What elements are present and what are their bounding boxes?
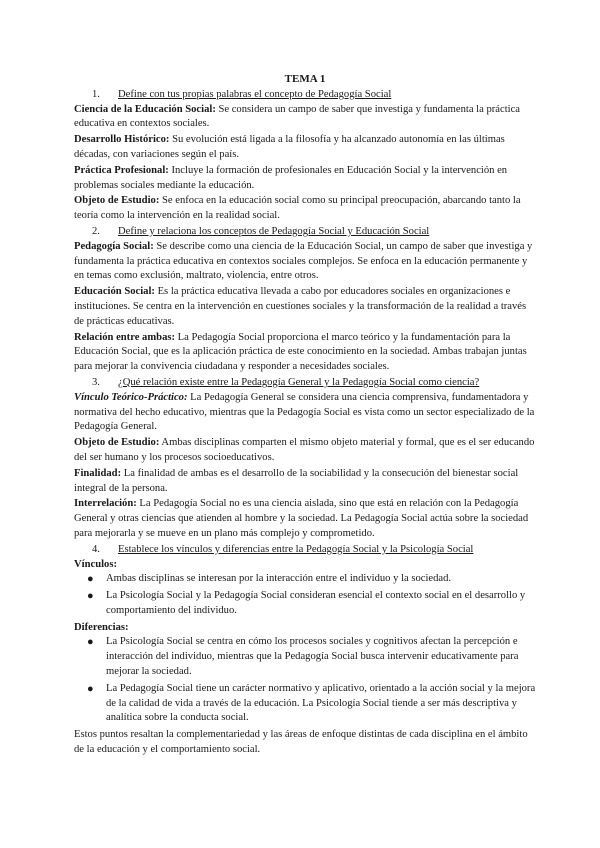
term-label: Relación entre ambas:	[74, 331, 176, 343]
question-text: ¿Qué relación existe entre la Pedagogía General y la Pedagogía Social como ciencia?	[118, 376, 480, 388]
question-4	[74, 543, 536, 558]
bullet-list-vinculos	[74, 572, 536, 618]
question-3	[74, 376, 536, 391]
question-number: 4.	[92, 543, 100, 555]
bullet-list-diferencias	[74, 635, 536, 726]
term-text: Incluye la formación de profesionales en Educación Social y la intervención en problemas sociales mediante la educación.	[74, 164, 508, 191]
list-item-text: La Psicología Social se centra en cómo los procesos sociales y cognitivos afectan la percepción e interacción del individuo, mientras que la Pedagogía Social busca intervenir educativamente para mejorar la sociedad.	[106, 636, 519, 678]
term-label: Objeto de Estudio:	[74, 437, 160, 449]
list-item	[74, 572, 536, 587]
paragraph	[74, 103, 536, 133]
question-number: 3.	[92, 376, 100, 388]
term-label: Interrelación:	[74, 498, 137, 510]
term-text: Ambas disciplinas comparten el mismo objeto material y formal, que es el ser educando del ser humano y los procesos socioeducativos.	[74, 437, 535, 463]
question-2	[74, 225, 536, 240]
term-label: Desarrollo Histórico:	[74, 134, 170, 146]
term-text: La Pedagogía Social no es una ciencia aislada, sino que está en relación con la Pedagogía General y otras ciencias que atienden al hombre y la sociedad. La Pedagogía Social actúa sobre la sociedad para mejorarla y se mueve en un plano más complejo y comprometido.	[74, 498, 529, 539]
list-item	[74, 589, 536, 619]
term-text: Se considera un campo de saber que investiga y fundamenta la práctica educativa en contextos sociales.	[74, 103, 521, 130]
term-text: Se describe como una ciencia de la Educación Social, un campo de saber que investiga y fundamenta la práctica educativa en contextos sociales complejos. Se enfoca en la educación permanente y en temas como exclusión, maltrato, violencia, entre otros.	[74, 240, 533, 282]
paragraph	[74, 436, 536, 466]
paragraph	[74, 240, 536, 284]
question-number: 2.	[92, 225, 100, 237]
term-text: La Pedagogía Social proporciona el marco teórico y la fundamentación para la Educación Social, que es la aplicación práctica de este conocimiento en la sociedad. Ambas trabajan juntas para mejorar la convivencia ciudadana y responder a necesidades sociales.	[74, 331, 527, 373]
question-text: Define con tus propias palabras el concepto de Pedagogía Social	[118, 88, 392, 100]
paragraph	[74, 285, 536, 329]
paragraph	[74, 467, 536, 497]
paragraph	[74, 331, 536, 375]
list-item-text: La Pedagogía Social tiene un carácter normativo y aplicativo, orientado a la acción social y la mejora de la calidad de vida a través de la educación. La Psicología Social tiende a ser más descriptiva y analítica sobre la conducta social.	[106, 682, 536, 724]
section-heading-diferencias: Diferencias:	[74, 621, 129, 633]
term-text: La finalidad de ambas es el desarrollo de la sociabilidad y la consecución del bienestar social integral de la persona.	[74, 467, 519, 494]
question-number: 1.	[92, 88, 100, 100]
question-1	[74, 88, 536, 103]
paragraph	[74, 497, 536, 541]
term-label: Pedagogía Social:	[74, 240, 154, 252]
bullet-icon: ●	[87, 636, 94, 649]
list-item-text: La Psicología Social y la Pedagogía Social consideran esencial el contexto social en el desarrollo y comportamiento del individuo.	[106, 590, 526, 616]
question-text: Define y relaciona los conceptos de Pedagogía Social y Educación Social	[118, 225, 430, 237]
term-text: Su evolución está ligada a la filosofía y ha alcanzado autonomía en las últimas décadas, con variaciones según el país.	[74, 134, 505, 160]
paragraph	[74, 133, 536, 163]
term-label: Práctica Profesional:	[74, 164, 169, 176]
section-heading-vinculos: Vínculos:	[74, 558, 117, 570]
term-label: Ciencia de la Educación Social:	[74, 103, 216, 115]
document-title: TEMA 1	[284, 73, 326, 85]
bullet-icon: ●	[87, 573, 94, 586]
term-text: La Pedagogía General se considera una ciencia comprensiva, fundamentadora y normativa del hecho educativo, mientras que la Pedagogía Social es vista como un sector especializado de la Pedagogía General.	[74, 391, 535, 433]
term-text: Se enfoca en la educación social como su principal preocupación, abarcando tanto la teoría como la intervención en la realidad social.	[74, 195, 521, 222]
conclusion-paragraph: Estos puntos resaltan la complementariedad y las áreas de enfoque distintas de cada disciplina en el ámbito de la educación y el comportamiento social.	[74, 729, 528, 756]
term-label: Vínculo Teórico-Práctico:	[74, 391, 188, 403]
paragraph	[74, 391, 536, 435]
term-text: Es la práctica educativa llevada a cabo por educadores sociales en organizaciones e instituciones. Se centra en la intervención en cuestiones sociales y la transformación de la realidad a través de prácticas educativas.	[74, 286, 527, 327]
list-item	[74, 635, 536, 679]
term-label: Finalidad:	[74, 467, 122, 479]
term-label: Objeto de Estudio:	[74, 195, 160, 207]
paragraph	[74, 194, 536, 224]
list-item	[74, 682, 536, 726]
question-text: Establece los vínculos y diferencias entre la Pedagogía Social y la Psicología Social	[118, 543, 474, 555]
bullet-icon: ●	[87, 682, 94, 695]
bullet-icon: ●	[87, 590, 94, 603]
list-item-text: Ambas disciplinas se interesan por la interacción entre el individuo y la sociedad.	[106, 573, 452, 585]
paragraph	[74, 164, 536, 194]
term-label: Educación Social:	[74, 286, 155, 298]
